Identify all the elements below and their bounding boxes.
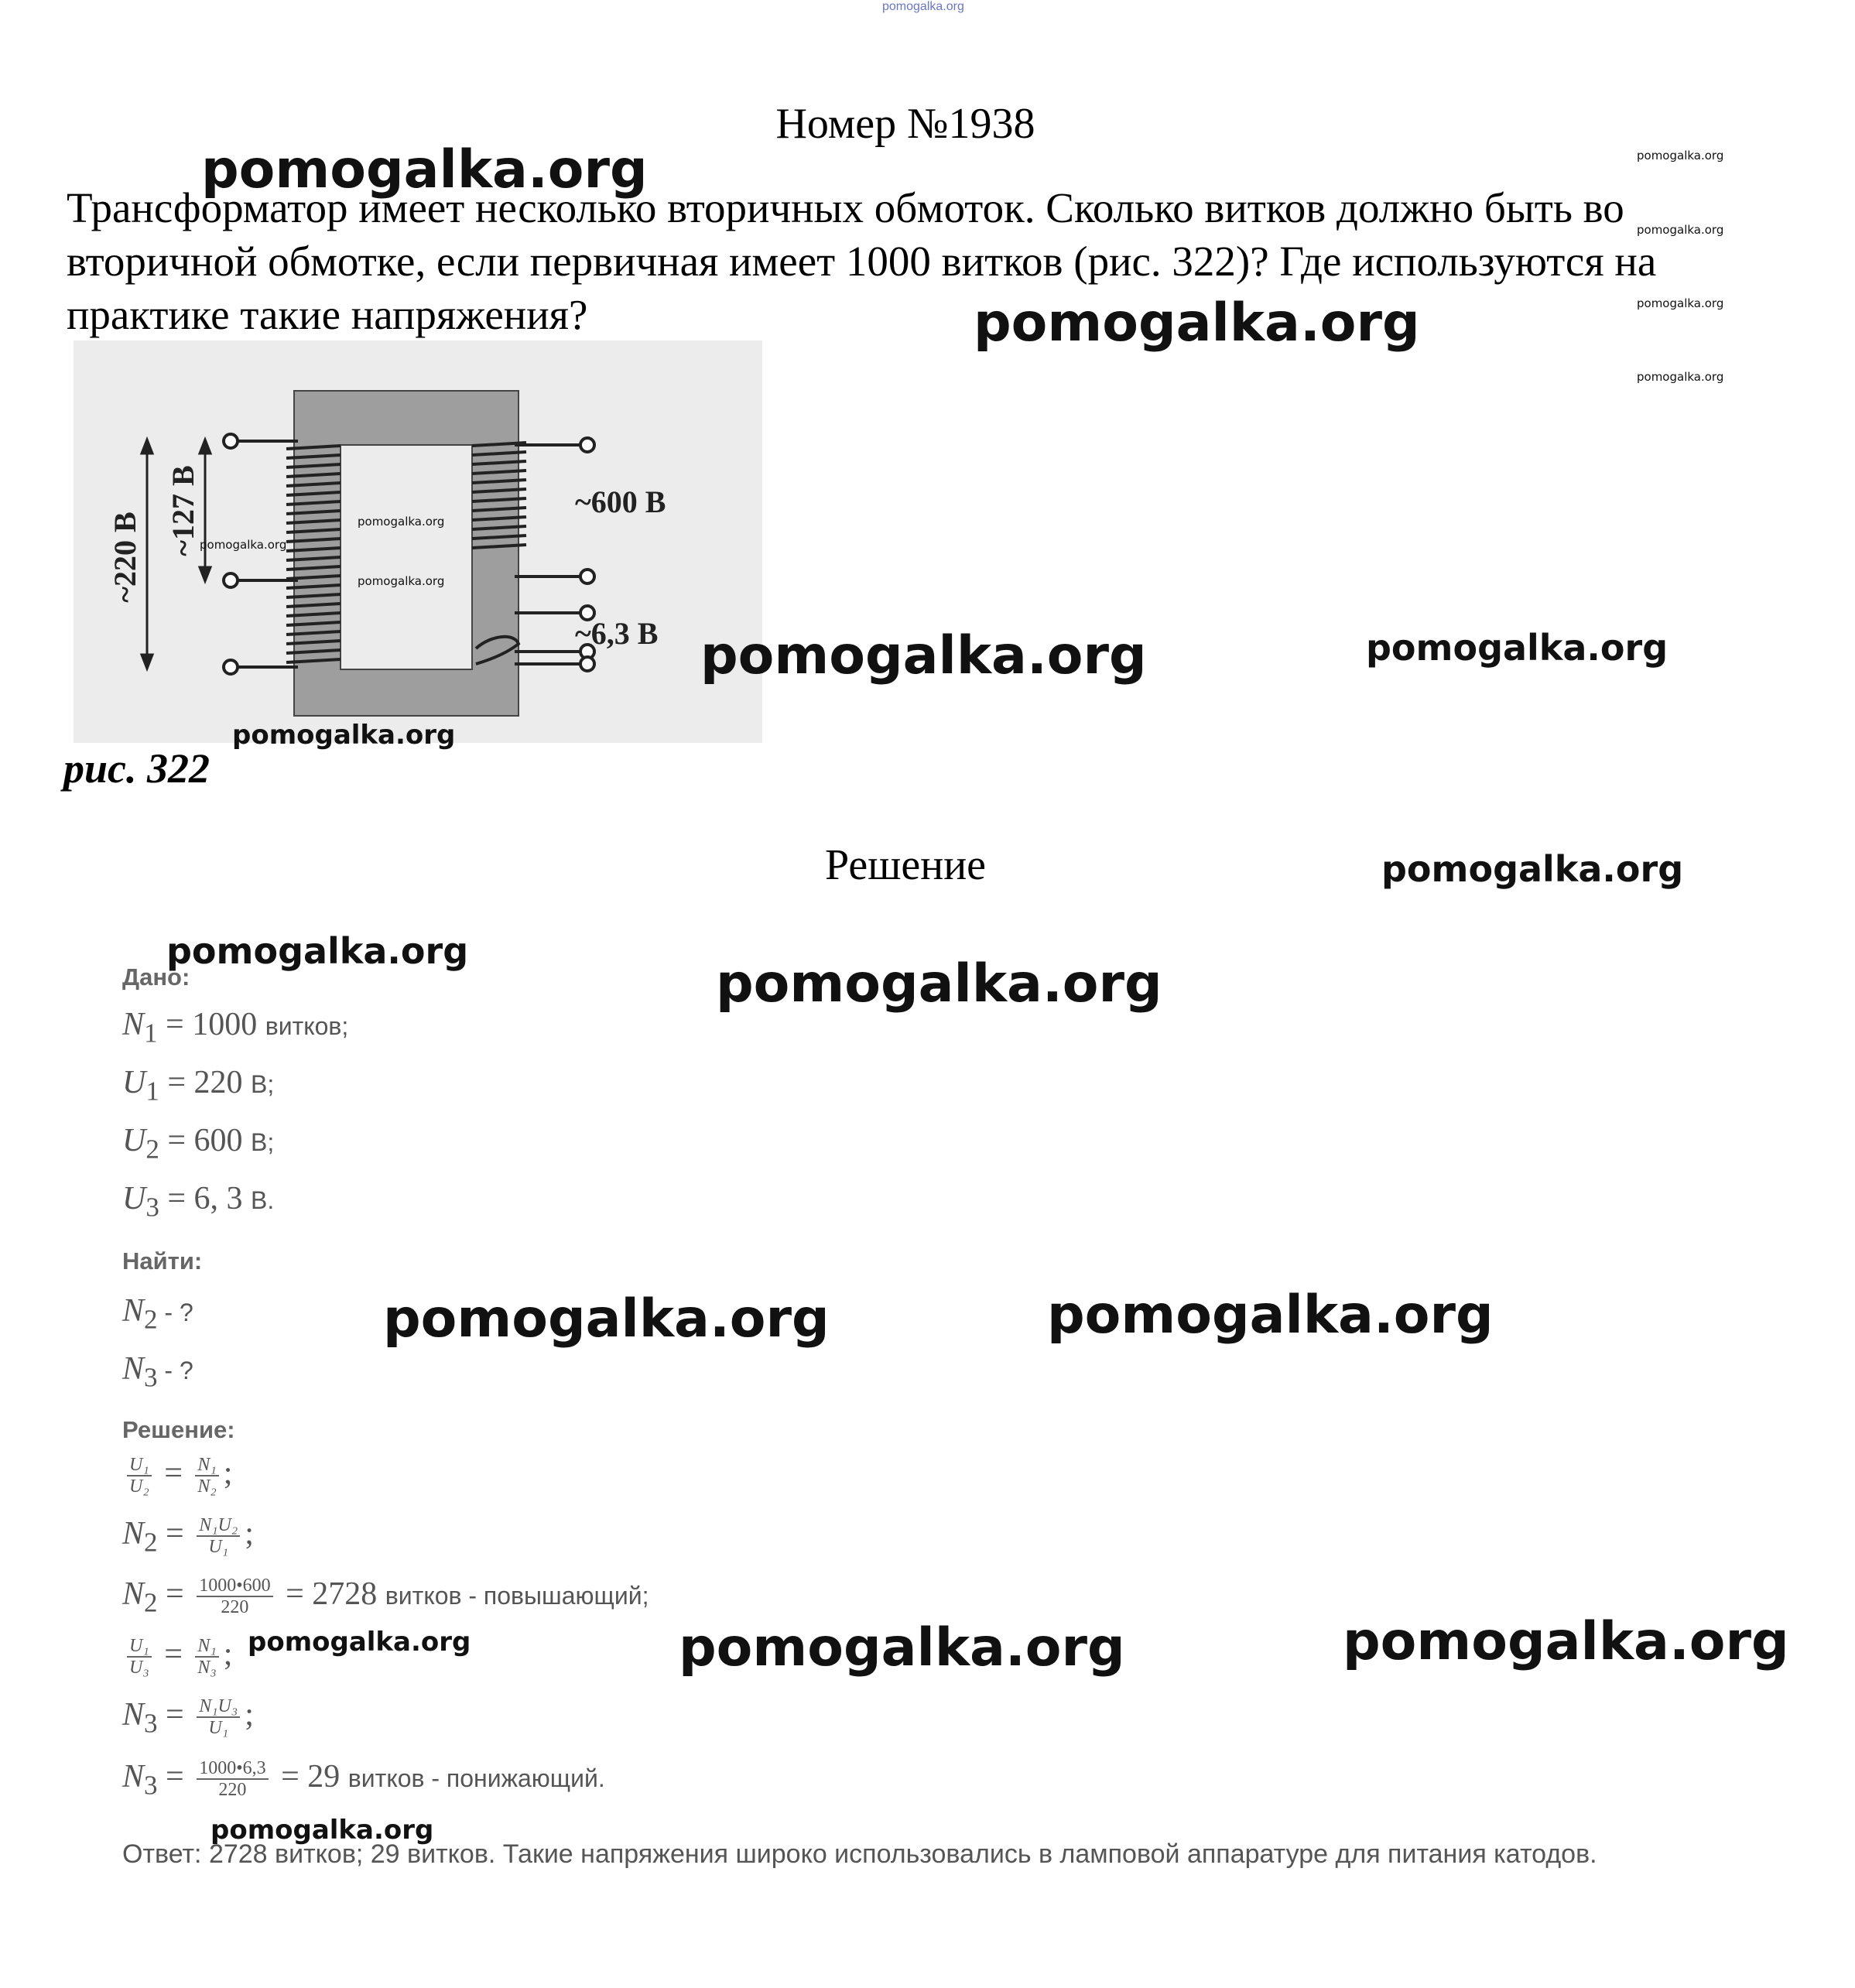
given-u2: $U_2 = 600$ В; — [122, 1123, 275, 1165]
watermark: pomogalka.org — [383, 1288, 830, 1350]
watermark: pomogalka.org — [1637, 223, 1724, 237]
header-site-link[interactable]: pomogalka.org — [882, 0, 964, 13]
watermark: pomogalka.org — [210, 1815, 434, 1846]
watermark: pomogalka.org — [358, 574, 445, 588]
find-n3: $N_3$ - ? — [122, 1351, 193, 1393]
primary-leads — [224, 434, 298, 674]
answer-text: Ответ: 2728 витков; 29 витков. Такие напряжения широко использовались в ламповой аппаратуре для питания катодов. — [122, 1839, 1597, 1869]
transformer-figure — [74, 340, 762, 743]
given-u3: $U_3 = 6$, 3 В. — [122, 1181, 275, 1223]
watermark: pomogalka.org — [1637, 370, 1724, 384]
label-127v: ~127 В — [166, 465, 200, 556]
solution-eq6: $N_3$ = $\frac{1000•6,3}{220}$ = 29 витков - понижающий. — [122, 1758, 605, 1801]
watermark: pomogalka.org — [1343, 1611, 1789, 1672]
find-n2: $N_2$ - ? — [122, 1293, 193, 1335]
solution-heading: Решение — [824, 841, 987, 889]
solution-eq4: $\frac{\text{U₁}}{\text{U₃}}$ = $\frac{\text{N₁}}{\text{N₃}}$ ; — [122, 1636, 232, 1678]
figure-caption: рис. 322 — [63, 745, 210, 792]
label-600v: ~600 В — [575, 484, 666, 519]
watermark: pomogalka.org — [232, 720, 456, 751]
label-220v: ~220 В — [108, 512, 142, 603]
solution-eq5: $N_3$ = $\frac{\text{N₁U₃}}{\text{U₁}}$ ; — [122, 1696, 254, 1739]
watermark: pomogalka.org — [1366, 627, 1668, 669]
watermark: pomogalka.org — [248, 1627, 471, 1658]
watermark: pomogalka.org — [679, 1617, 1125, 1678]
find-label: Найти: — [122, 1247, 203, 1275]
watermark: pomogalka.org — [1637, 296, 1724, 310]
watermark: pomogalka.org — [716, 953, 1162, 1015]
transformer-core — [294, 391, 519, 716]
given-n1: $N_1 = 1000$ витков; — [122, 1007, 349, 1049]
given-label: Дано: — [122, 963, 190, 991]
solution-eq3: $N_2$ = $\frac{1000•600}{220}$ = 2728 витков - повышающий; — [122, 1576, 649, 1618]
given-u1: $U_1 = 220$ В; — [122, 1065, 275, 1107]
label-6-3v: ~6,3 В — [575, 616, 659, 651]
page-title: Номер №1938 — [775, 100, 1035, 148]
solution-eq2: $N_2$ = $\frac{\text{N₁U₂}}{\text{U₁}}$ ; — [122, 1515, 254, 1558]
watermark: pomogalka.org — [166, 930, 469, 972]
watermark: pomogalka.org — [700, 625, 1147, 686]
watermark: pomogalka.org — [1381, 848, 1684, 890]
watermark: pomogalka.org — [200, 538, 287, 552]
watermark: pomogalka.org — [1637, 149, 1724, 163]
solution-eq1: $\frac{\text{U₁}}{\text{U₂}}$ = $\frac{\text{N₁}}{\text{N₂}}$ ; — [122, 1455, 232, 1497]
solution-label: Решение: — [122, 1416, 235, 1443]
watermark: pomogalka.org — [201, 139, 648, 200]
problem-text: Трансформатор имеет несколько вторичных обмоток. Сколько витков должно быть во вторичной обмотке, если первичная имеет 1000 витков (рис. 322)? Где используются на практике такие напряжения? — [67, 184, 1657, 338]
watermark: pomogalka.org — [974, 293, 1420, 354]
watermark: pomogalka.org — [358, 515, 445, 529]
watermark: pomogalka.org — [1047, 1285, 1494, 1346]
